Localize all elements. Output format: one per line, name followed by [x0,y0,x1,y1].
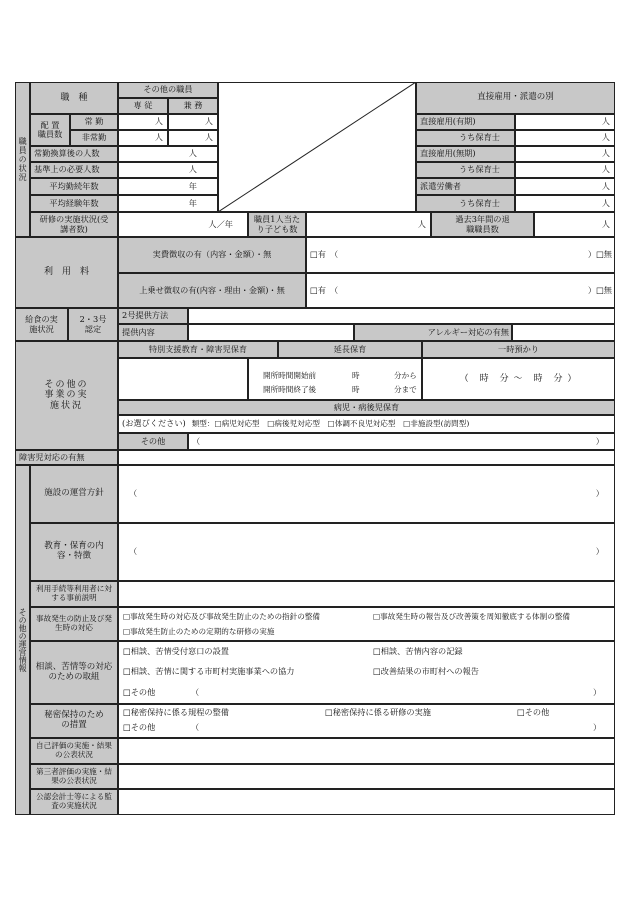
dispatch-nursery-value[interactable]: 人 [515,195,615,212]
placement-label [30,114,70,146]
education-paren-close: ） [595,546,604,557]
actual-cost-label: 実費徴収の有（内容・金額）・無 [118,237,306,273]
dispatch-value[interactable]: 人 [515,178,615,195]
confidential-label: 秘密保持のための措置 [30,704,118,738]
meals-content-value[interactable] [188,324,354,341]
extra-fee-label: 上乗せ徴収の有(内容・理由・金額)・無 [118,273,306,308]
regular-fulltime-cell[interactable]: 人 [118,114,168,130]
extended-care-times [248,358,422,400]
operations-section-label: その他の運営情報 [15,465,30,815]
third-party-label: 第三者評価の実施・結果の公表状況 [30,764,118,789]
close-after-min: 分まで [394,385,417,394]
required-value[interactable]: 人 [118,162,218,178]
other-paren-open: （ [192,435,201,446]
extra-fee-yes[interactable]: □有 （ [310,284,339,295]
accident-option-3[interactable]: □事故発生防止のための定期的な研修の実施 [123,627,275,636]
sick-care-select[interactable]: (お選びください) [122,418,186,429]
avg-years-label: 平均勤続年数 [30,178,118,195]
avg-experience-label: 平均経験年数 [30,195,118,212]
third-party-value[interactable] [118,764,615,789]
sick-care-types[interactable]: 類型：□病児対応型 □病後児対応型 □体調不良児対応型 □非施設型(訪問型) [191,418,470,428]
direct-dispatch-header: 直接雇用・派遣の別 [416,82,615,114]
disability-value[interactable] [118,450,615,465]
open-before-hour: 時 [352,371,360,380]
accident-option-1[interactable]: □事故発生時の対応及び事故発生防止のための指針の整備 [123,612,321,621]
children-per-staff-value[interactable]: 人 [306,212,431,237]
regular-label: 常 勤 [70,114,118,130]
direct-fixed-nursery-label: うち保育士 [416,130,515,146]
open-before-label: 開所時間開始前 [263,371,317,380]
policy-paren-open: （ [129,488,138,499]
education-value[interactable] [118,523,615,581]
policy-label: 施設の運営方針 [30,465,118,523]
fte-label: 常勤換算後の人数 [30,146,118,162]
policy-paren-close: ） [595,488,604,499]
parttime-concurrent-cell[interactable]: 人 [168,130,218,146]
audit-label: 公認会計士等による監査の実施状況 [30,789,118,815]
complaints-options [118,641,615,704]
direct-fixed-label: 直接雇用(有期) [416,114,515,130]
confidential-options [118,704,615,738]
conf-paren-open: （ [191,722,200,732]
accident-options [118,607,615,641]
direct-fixed-value[interactable]: 人 [515,114,615,130]
part-time-label: 非常勤 [70,130,118,146]
extended-care-header: 延長保育 [278,341,422,358]
policy-value[interactable] [118,465,615,523]
open-before-min: 分から [394,371,417,380]
complaint-option-4[interactable]: □改善結果の市町村への報告 [373,666,479,676]
direct-indef-label: 直接雇用(無期) [416,146,515,162]
meals-label: 給食の実施状況 [15,308,68,341]
training-label: 研修の実施状況(受講者数) [30,212,118,237]
conf-paren-close: ） [593,722,602,732]
required-label: 基準上の必要人数 [30,162,118,178]
departures-label: 過去3年間の退職職員数 [431,212,534,237]
other-services-label: その他の事業の実施状況 [15,341,118,450]
meals-content-label: 提供内容 [118,324,188,341]
education-paren-open: （ [129,546,138,557]
actual-cost-row [306,237,615,273]
audit-value[interactable] [118,789,615,815]
extra-fee-row [306,273,615,308]
temp-care-header: 一時預かり [422,341,615,358]
full-time-header: 専 従 [118,98,168,114]
actual-cost-no[interactable]: ）□無 [587,249,612,260]
special-support-value[interactable] [118,358,248,400]
conf-option-3[interactable]: □その他 [517,707,550,717]
direct-indef-nursery-label: うち保育士 [416,162,515,178]
avg-experience-value[interactable]: 年 [118,195,218,212]
diagonal-line [218,82,416,212]
close-after-hour: 時 [352,385,360,394]
complaint-option-other[interactable]: □その他 [123,687,156,697]
staff-count-text: 職員数 [37,129,63,139]
job-type-header: 職 種 [30,82,118,114]
close-after-label: 開所時間終了後 [263,385,317,394]
special-support-header: 特別支援教育・障害児保育 [118,341,278,358]
self-eval-value[interactable] [118,738,615,764]
temp-care-hours[interactable]: （ 時 分 ～ 時 分 ） [422,358,615,400]
self-eval-label: 自己評価の実施・結果の公表状況 [30,738,118,764]
other-label: その他 [118,433,188,450]
parttime-fulltime-cell[interactable]: 人 [118,130,168,146]
concurrent-header: 兼 務 [168,98,218,114]
other-paren-close: ） [595,435,604,446]
avg-years-value[interactable]: 年 [118,178,218,195]
complaint-option-3[interactable]: □相談、苦情に関する市町村実施事業への協力 [123,666,295,676]
placement-text: 配 置 [40,119,60,130]
fte-value[interactable]: 人 [118,146,218,162]
regular-concurrent-cell[interactable]: 人 [168,114,218,130]
complaint-option-2[interactable]: □相談、苦情内容の記録 [373,646,463,656]
dispatch-nursery-label: うち保育士 [416,195,515,212]
meals-cert-label: 2・3号認定 [68,308,118,341]
conf-option-2[interactable]: □秘密保持に係る研修の実施 [325,707,431,717]
children-per-staff-label: 職員1人当たり子ども数 [248,212,306,237]
direct-indef-nursery-value[interactable]: 人 [515,162,615,178]
other-value[interactable] [188,433,615,450]
direct-indef-value[interactable]: 人 [515,146,615,162]
complaints-label: 相談、苦情等の対応のための取組 [30,641,118,704]
prior-explanation-value[interactable] [118,581,615,607]
meals-method-value[interactable] [188,308,615,324]
education-label: 教育・保育の内容・特徴 [30,523,118,581]
conf-option-1[interactable]: □秘密保持に係る規程の整備 [123,707,229,717]
prior-explanation-label: 利用手続等利用者に対する事前説明 [30,581,118,607]
conf-option-other[interactable]: □その他 [123,722,156,732]
complaint-paren-close: ） [593,687,602,697]
training-value[interactable]: 人／年 [118,212,248,237]
complaint-option-1[interactable]: □相談、苦情受付窓口の設置 [123,646,229,656]
complaint-paren-open: （ [191,687,200,697]
fees-label: 利 用 料 [15,237,118,308]
sick-care-row [118,415,615,433]
diagonal-cell [218,82,416,212]
sick-care-header: 病児・病後児保育 [118,400,615,415]
accident-label: 事故発生の防止及び発生時の対応 [30,607,118,641]
departures-value[interactable]: 人 [534,212,615,237]
meals-method-label: 2号提供方法 [118,308,188,324]
allergy-label: アレルギー対応の有無 [354,324,512,341]
other-staff-header: その他の職員 [118,82,218,98]
staff-section-label: 職員の状況 [15,82,30,237]
dispatch-label: 派遣労働者 [416,178,515,195]
disability-label: 障害児対応の有無 [15,450,118,465]
extra-fee-no[interactable]: ）□無 [587,284,612,295]
allergy-value[interactable] [512,324,615,341]
direct-fixed-nursery-value[interactable]: 人 [515,130,615,146]
actual-cost-yes[interactable]: □有 （ [310,249,339,260]
accident-option-2[interactable]: □事故発生時の報告及び改善策を周知徹底する体制の整備 [373,612,571,621]
